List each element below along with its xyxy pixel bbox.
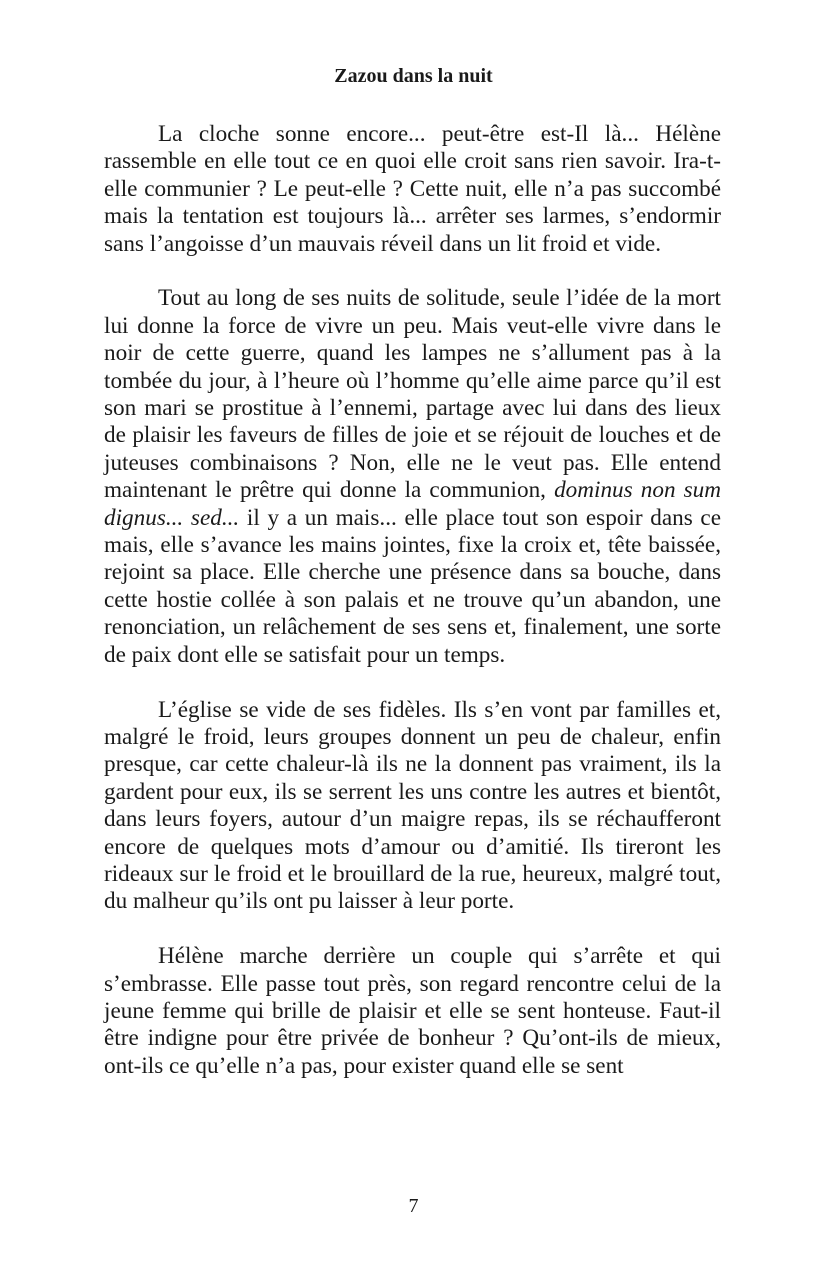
paragraph-2 <box>104 285 721 669</box>
paragraph-3: L’église se vide de ses fidèles. Ils s’en vont par familles et, malgré le froid, leurs groupes donnent un peu de chaleur, enfin presque, car cette chaleur-là ils ne la donnent pas vraiment, ils la gardent pour eux, ils se serrent les uns contre les autres et bientôt, dans leurs foyers, autour d’un maigre repas, ils se réchaufferont encore de quelques mots d’amour ou d’amitié. Ils tireront les rideaux sur le froid et le brouillard de la rue, heureux, malgré tout, du malheur qu’ils ont pu laisser à leur porte. <box>104 696 721 915</box>
running-title: Zazou dans la nuit <box>334 65 493 87</box>
paragraph-4: Hélène marche derrière un couple qui s’arrête et qui s’embrasse. Elle passe tout près, son regard rencontre celui de la jeune femme qui brille de plaisir et elle se sent honteuse. Faut-il être indigne pour être privée de bonheur ? Qu’ont-ils de mieux, ont-ils ce qu’elle n’a pas, pour exister quand elle se sent <box>104 943 721 1079</box>
paragraph-2-text-before: Tout au long de ses nuits de solitude, seule l’idée de la mort lui donne la force de vivre un peu. Mais veut-elle vivre dans le noir de cette guerre, quand les lampes ne s’allument pas à la tombée du jour, à l’heure où l’homme qu’elle aime parce qu’il est son mari se prostitue à l’ennemi, partage avec lui dans des lieux de plaisir les faveurs de filles de joie et se réjouit de louches et de juteuses combinaisons ? Non, elle ne le veut pas. Elle entend maintenant le prêtre qui donne la communion, <box>104 285 721 504</box>
body-text <box>104 121 721 1080</box>
paragraph-1: La cloche sonne encore... peut-être est-Il là... Hélène rassemble en elle tout ce en quoi elle croit sans rien savoir. Ira-t-elle communier ? Le peut-elle ? Cette nuit, elle n’a pas succombé mais la tentation est toujours là... arrêter ses larmes, s’endormir sans l’angoisse d’un mauvais réveil dans un lit froid et vide. <box>104 121 721 257</box>
page-number: 7 <box>408 1195 419 1217</box>
latin-quote: dominus non sum dignus... sed... <box>104 477 721 531</box>
paragraph-2-text-after: il y a un mais... elle place tout son espoir dans ce mais, elle s’avance les mains jointes, fixe la croix et, tête baissée, rejoint sa place. Elle cherche une présence dans sa bouche, dans cette hostie collée à son palais et ne trouve qu’un abandon, une renonciation, un relâchement de ses sens et, finalement, une sorte de paix dont elle se satisfait pour un temps. <box>104 504 721 668</box>
